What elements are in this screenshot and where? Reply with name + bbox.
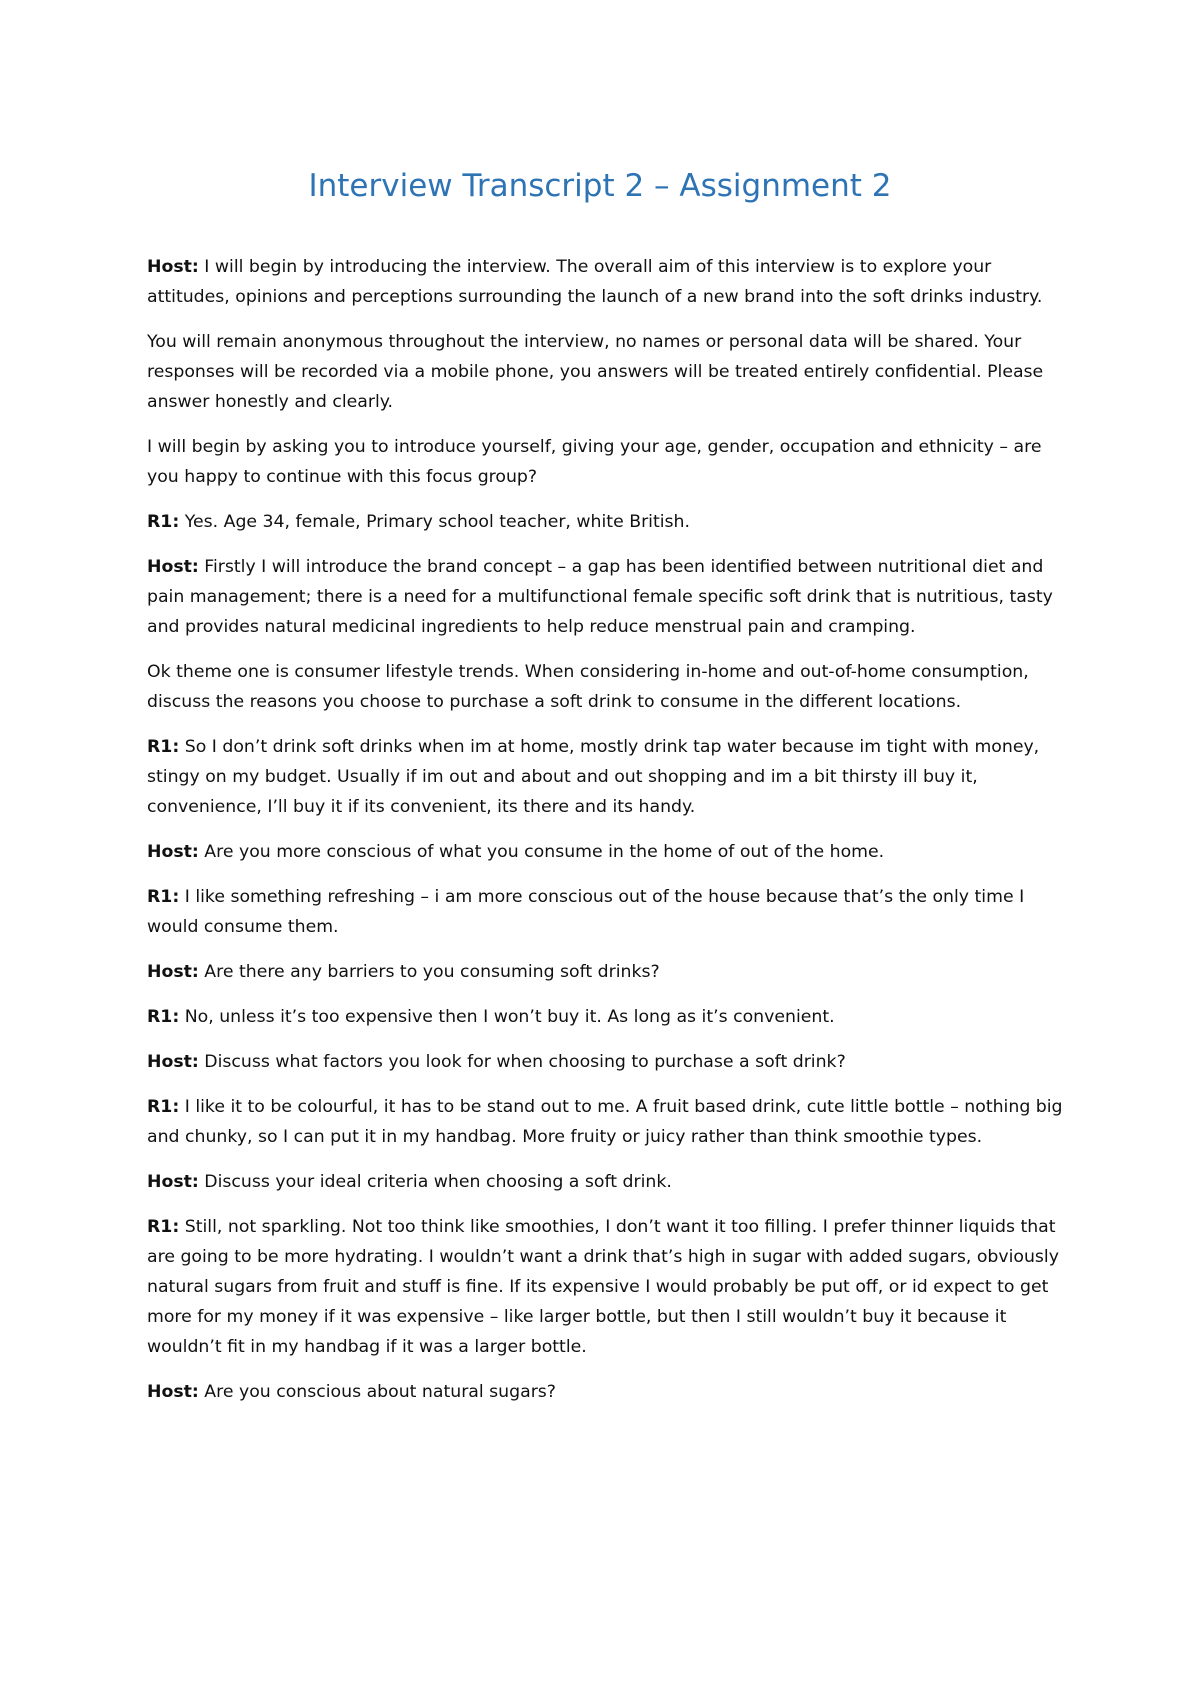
paragraph [147,1092,1077,1152]
paragraph-text: Ok theme one is consumer lifestyle trends. When considering in-home and out-of-home consumption, discuss the reasons you choose to purchase a soft drink to consume in the different locations. [147,662,1029,712]
paragraph-text: Still, not sparkling. Not too think like smoothies, I don’t want it too filling. I prefer thinner liquids that are going to be more hydrating. I wouldn’t want a drink that’s high in sugar with added sugars, obviously natural sugars from fruit and stuff is fine. If its expensive I would probably be put off, or id expect to get more for my money if it was expensive – like larger bottle, but then I still wouldn’t buy it because it wouldn’t fit in my handbag if it was a larger bottle. [147,1217,1059,1357]
paragraph-text: So I don’t drink soft drinks when im at home, mostly drink tap water because im tight with money, stingy on my budget. Usually if im out and about and out shopping and im a bit thirsty ill buy it, convenience, I’ll buy it if its convenient, its there and its handy. [147,737,1040,817]
speaker-label: Host: [147,557,199,577]
paragraph-text: You will remain anonymous throughout the interview, no names or personal data will be shared. Your responses will be recorded via a mobile phone, you answers will be treated entirely confidential. Please answer honestly and clearly. [147,332,1044,412]
paragraph [147,432,1077,492]
paragraph [147,507,1077,537]
paragraph [147,657,1077,717]
paragraph-text: I like it to be colourful, it has to be stand out to me. A fruit based drink, cute little bottle – nothing big and chunky, so I can put it in my handbag. More fruity or juicy rather than think smoothie types. [147,1097,1063,1147]
paragraph-text: Are there any barriers to you consuming soft drinks? [198,962,660,982]
paragraph [147,1002,1077,1032]
speaker-label: Host: [147,962,199,982]
paragraph [147,1377,1077,1407]
paragraph-text: Are you conscious about natural sugars? [198,1382,556,1402]
speaker-label: R1: [147,512,180,532]
paragraph-text: I like something refreshing – i am more conscious out of the house because that’s the only time I would consume them. [147,887,1025,937]
paragraph [147,327,1077,417]
transcript-body [147,252,1077,1422]
paragraph [147,837,1077,867]
paragraph [147,252,1077,312]
paragraph [147,552,1077,642]
paragraph-text: No, unless it’s too expensive then I won’t buy it. As long as it’s convenient. [179,1007,835,1027]
paragraph-text: Discuss what factors you look for when choosing to purchase a soft drink? [198,1052,846,1072]
speaker-label: Host: [147,257,199,277]
speaker-label: R1: [147,1097,180,1117]
paragraph-text: Yes. Age 34, female, Primary school teacher, white British. [179,512,690,532]
paragraph-text: Are you more conscious of what you consume in the home of out of the home. [198,842,885,862]
paragraph [147,957,1077,987]
paragraph [147,1212,1077,1362]
document-title: Interview Transcript 2 – Assignment 2 [308,168,892,204]
paragraph-text: I will begin by asking you to introduce yourself, giving your age, gender, occupation and ethnicity – are you happy to continue with this focus group? [147,437,1042,487]
speaker-label: R1: [147,1217,180,1237]
speaker-label: R1: [147,887,180,907]
paragraph [147,1047,1077,1077]
speaker-label: Host: [147,1172,199,1192]
paragraph [147,882,1077,942]
paragraph-text: Firstly I will introduce the brand concept – a gap has been identified between nutritional diet and pain management; there is a need for a multifunctional female specific soft drink that is nutritious, tasty and provides natural medicinal ingredients to help reduce menstrual pain and cramping. [147,557,1053,637]
speaker-label: R1: [147,1007,180,1027]
speaker-label: Host: [147,1382,199,1402]
paragraph [147,1167,1077,1197]
paragraph [147,732,1077,822]
speaker-label: Host: [147,842,199,862]
paragraph-text: I will begin by introducing the interview. The overall aim of this interview is to explore your attitudes, opinions and perceptions surrounding the launch of a new brand into the soft drinks industry. [147,257,1043,307]
speaker-label: Host: [147,1052,199,1072]
paragraph-text: Discuss your ideal criteria when choosing a soft drink. [198,1172,672,1192]
speaker-label: R1: [147,737,180,757]
